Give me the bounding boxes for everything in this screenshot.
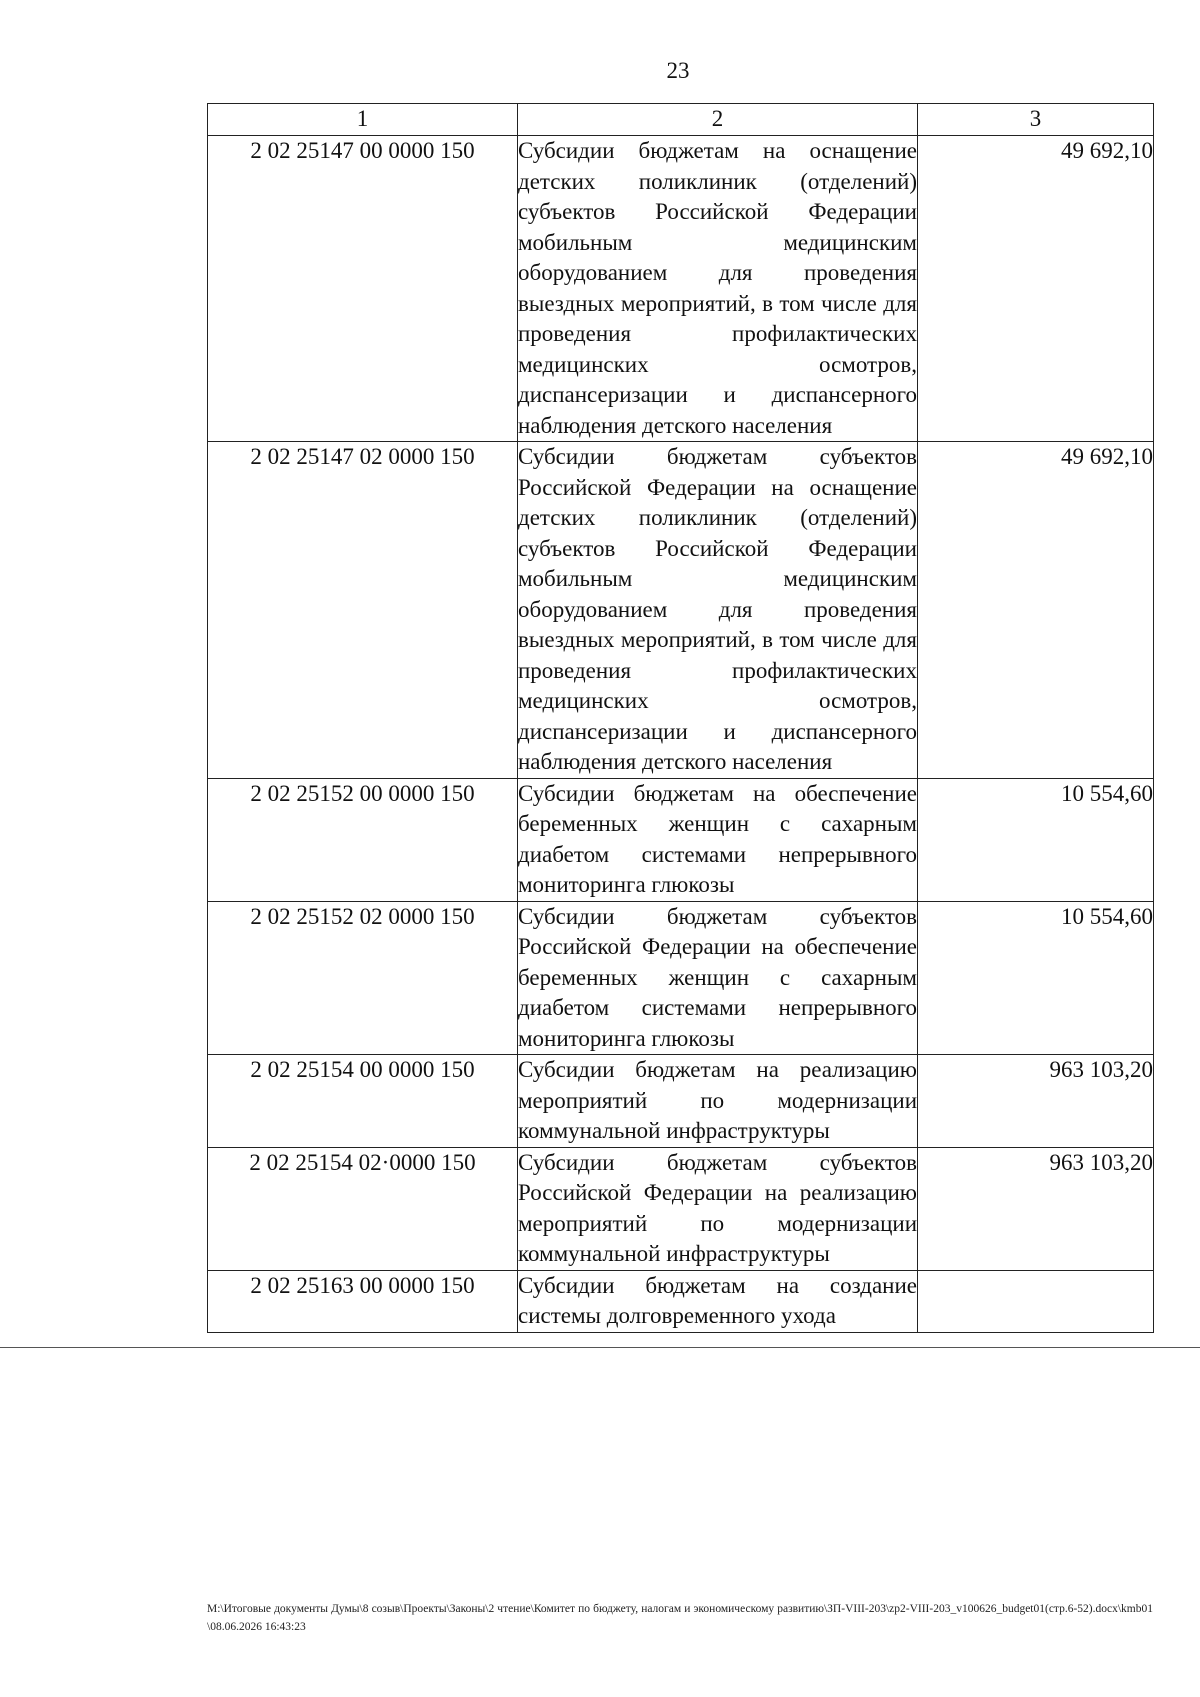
column-header-1: 1 — [208, 104, 518, 136]
budget-amount — [918, 1270, 1154, 1332]
budget-code: 2 02 25152 00 0000 150 — [208, 778, 518, 901]
column-header-3: 3 — [918, 104, 1154, 136]
budget-amount: 49 692,10 — [918, 136, 1154, 442]
table-row — [208, 778, 1154, 901]
budget-amount: 10 554,60 — [918, 778, 1154, 901]
horizontal-rule-artifact — [0, 1347, 1200, 1348]
table-row — [208, 1055, 1154, 1148]
budget-amount: 10 554,60 — [918, 901, 1154, 1055]
budget-code: 2 02 25154 00 0000 150 — [208, 1055, 518, 1148]
table-header-row — [208, 104, 1154, 136]
budget-code: 2 02 25154 02·0000 150 — [208, 1147, 518, 1270]
budget-table — [207, 103, 1154, 1333]
budget-code: 2 02 25163 00 0000 150 — [208, 1270, 518, 1332]
table-row — [208, 901, 1154, 1055]
budget-description: Субсидии бюджетам субъектов Российской Федерации на обеспечение беременных женщин с сахарным диабетом системами непрерывного мониторинга глюкозы — [518, 901, 918, 1055]
budget-description: Субсидии бюджетам на реализацию мероприятий по модернизации коммунальной инфраструктуры — [518, 1055, 918, 1148]
table-row — [208, 136, 1154, 442]
budget-amount: 49 692,10 — [918, 442, 1154, 779]
budget-description: Субсидии бюджетам на оснащение детских поликлиник (отделений) субъектов Российской Федерации мобильным медицинским оборудованием для проведения выездных мероприятий, в том числе для проведения профилактических медицинских осмотров, диспансеризации и диспансерного наблюдения детского населения — [518, 136, 918, 442]
budget-amount: 963 103,20 — [918, 1055, 1154, 1148]
table-row — [208, 1270, 1154, 1332]
table-row — [208, 1147, 1154, 1270]
table-row — [208, 442, 1154, 779]
budget-description: Субсидии бюджетам субъектов Российской Федерации на реализацию мероприятий по модернизации коммунальной инфраструктуры — [518, 1147, 918, 1270]
budget-amount: 963 103,20 — [918, 1147, 1154, 1270]
budget-code: 2 02 25147 00 0000 150 — [208, 136, 518, 442]
budget-code: 2 02 25152 02 0000 150 — [208, 901, 518, 1055]
footer-file-path: M:\Итоговые документы Думы\8 созыв\Проекты\Законы\2 чтение\Комитет по бюджету, налогам и экономическому развитию\ЗП-VIII-203\zp2-VIII-203_v100626_budget01(стр.6-52).docx\kmb01\08.06.2026 16:43:23 — [207, 1603, 1153, 1633]
column-header-2: 2 — [518, 104, 918, 136]
page-number: 23 — [666, 58, 690, 83]
budget-description: Субсидии бюджетам субъектов Российской Федерации на оснащение детских поликлиник (отделений) субъектов Российской Федерации мобильным медицинским оборудованием для проведения выездных мероприятий, в том числе для проведения профилактических медицинских осмотров, диспансеризации и диспансерного наблюдения детского населения — [518, 442, 918, 779]
budget-description: Субсидии бюджетам на создание системы долговременного ухода — [518, 1270, 918, 1332]
budget-description: Субсидии бюджетам на обеспечение беременных женщин с сахарным диабетом системами непрерывного мониторинга глюкозы — [518, 778, 918, 901]
budget-code: 2 02 25147 02 0000 150 — [208, 442, 518, 779]
